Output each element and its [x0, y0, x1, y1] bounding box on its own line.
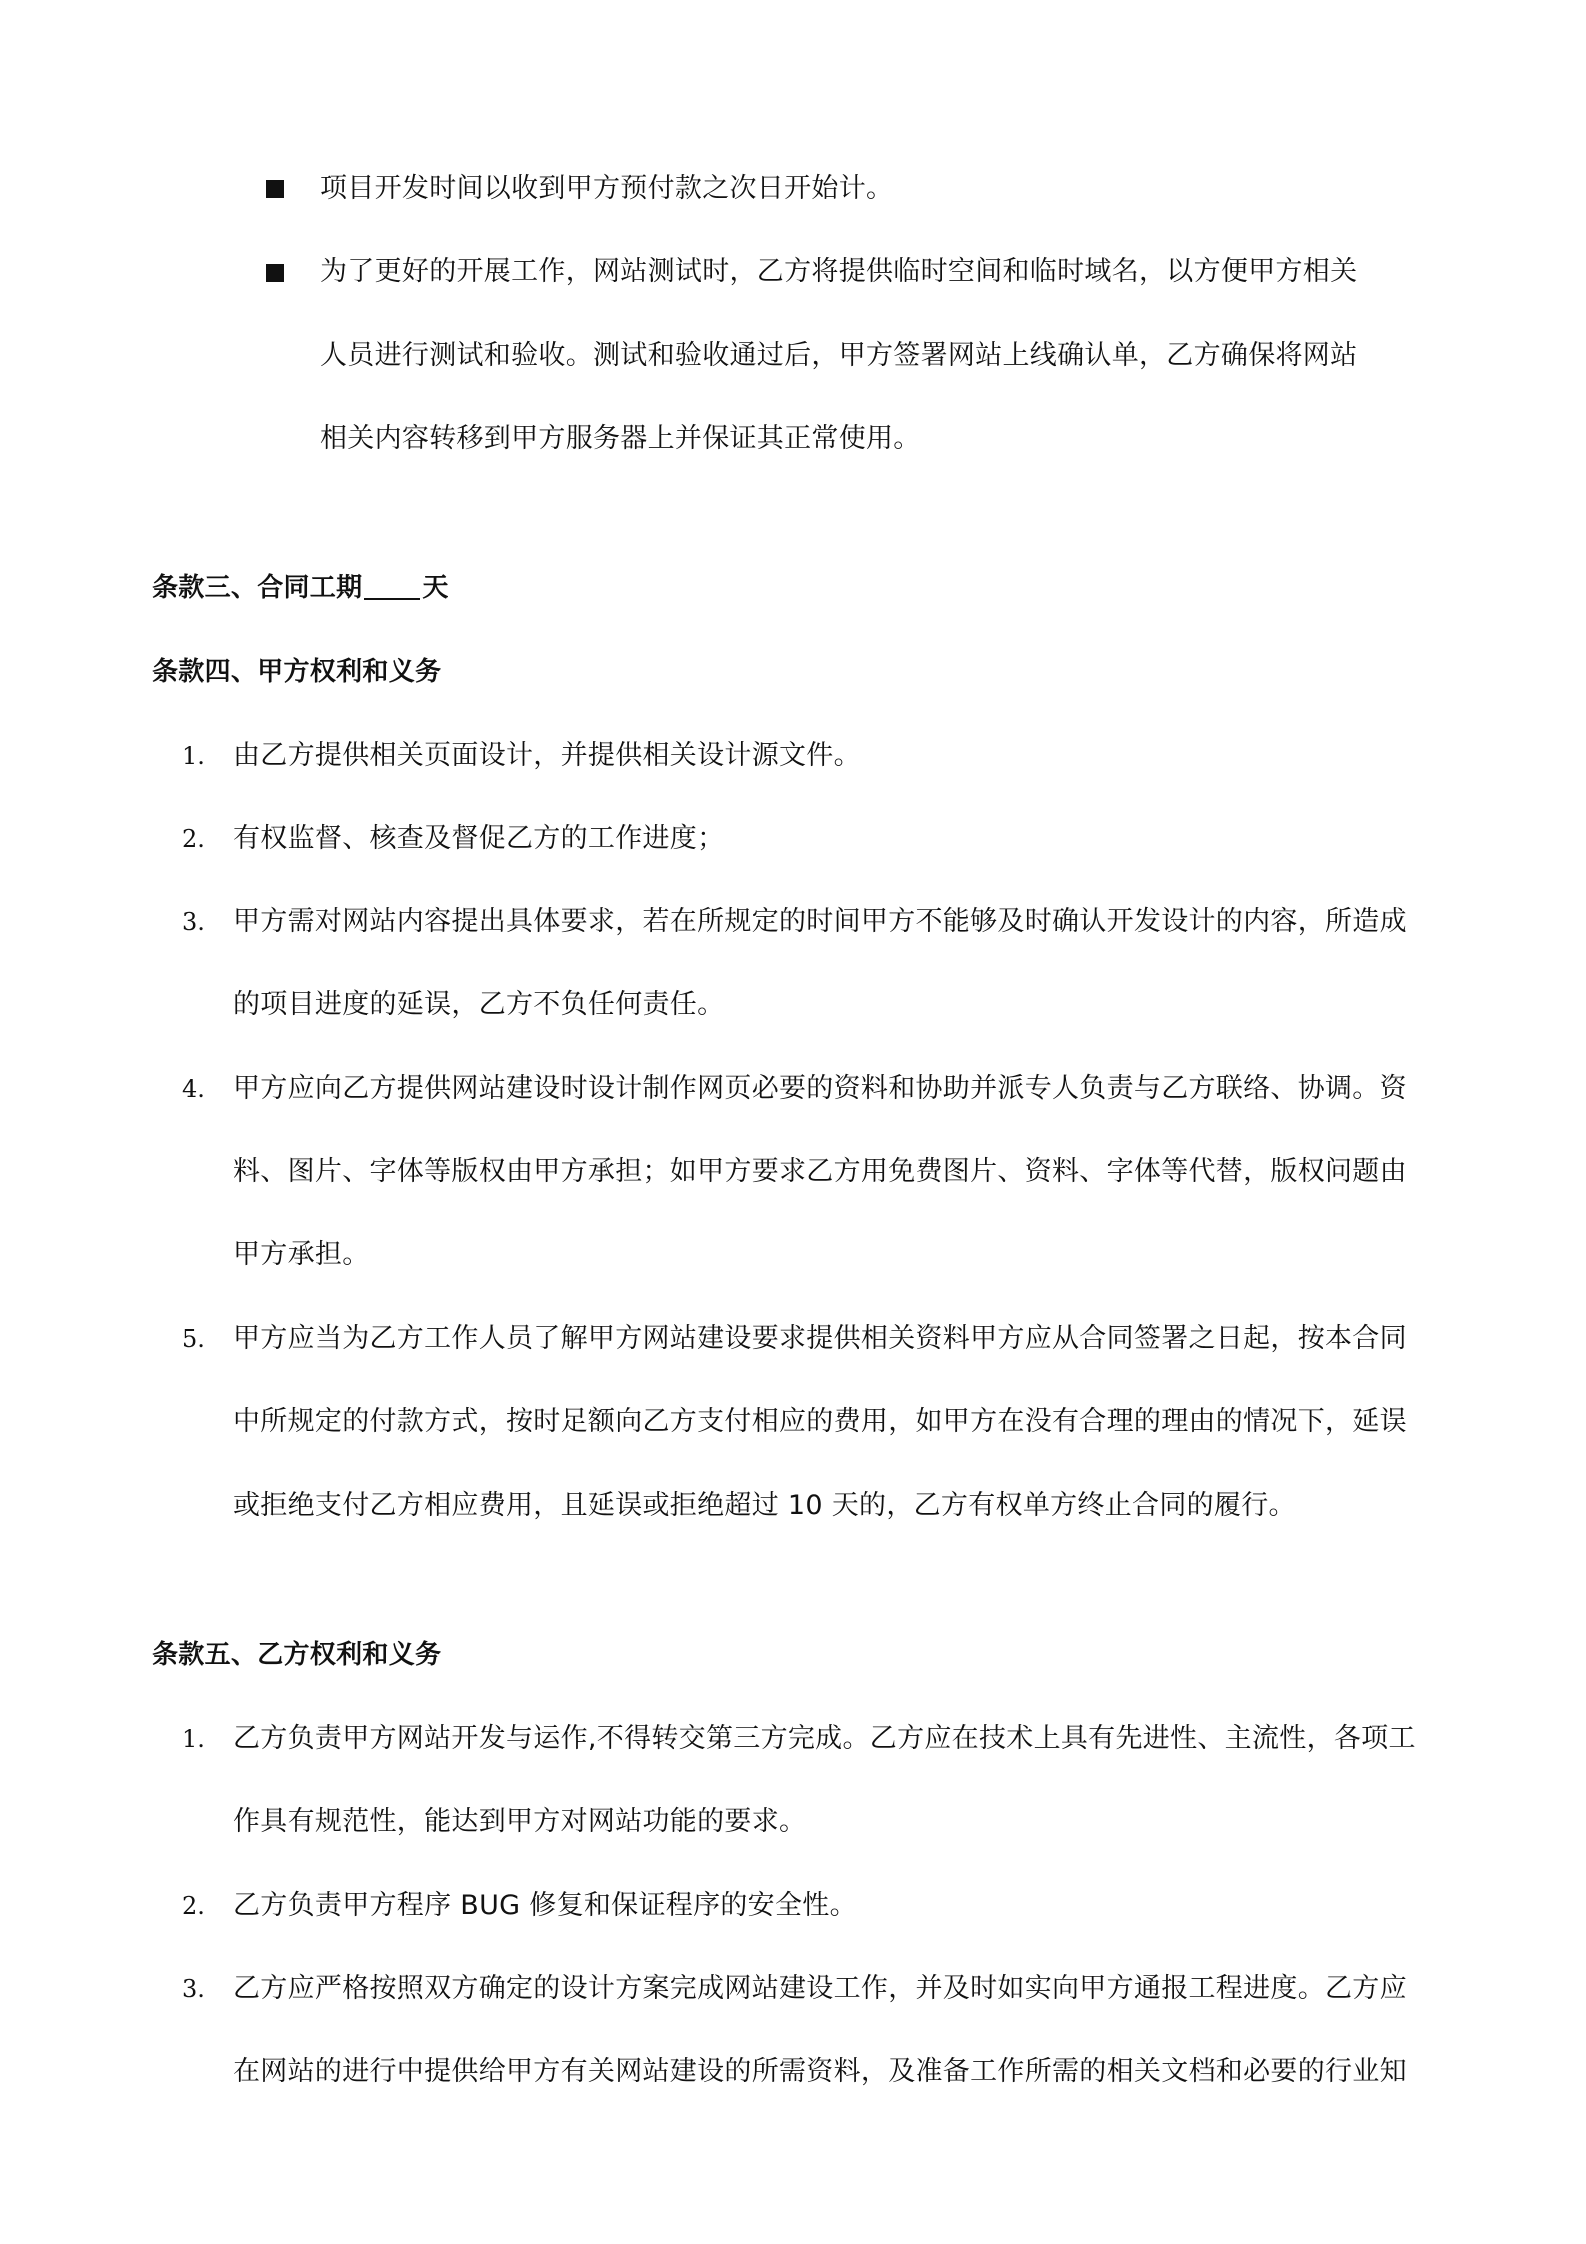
clause-4-item-3-line-1: 甲方需对网站内容提出具体要求，若在所规定的时间甲方不能够及时确认开发设计的内容，所造成 — [233, 906, 1407, 937]
clause-5-item-2-line-1: 乙方负责甲方程序 BUG 修复和保证程序的安全性。 — [233, 1890, 857, 1921]
clause-4-item-5-line-1: 甲方应当为乙方工作人员了解甲方网站建设要求提供相关资料甲方应从合同签署之日起，按本合同 — [233, 1323, 1407, 1354]
clause-4-item-1-line-1: 由乙方提供相关页面设计，并提供相关设计源文件。 — [233, 740, 861, 771]
clause-4-item-4-line-3: 甲方承担。 — [233, 1239, 370, 1270]
clause-5-heading: 条款五、乙方权利和义务 — [152, 1640, 442, 1670]
clause-5-item-3-line-1: 乙方应严格按照双方确定的设计方案完成网站建设工作，并及时如实向甲方通报工程进度。乙方应 — [233, 1973, 1407, 2004]
clause-5-item-1-line-2: 作具有规范性，能达到甲方对网站功能的要求。 — [233, 1806, 807, 1837]
clause-4-item-4-number: 4. — [182, 1075, 205, 1103]
clause-4-item-1-number: 1. — [182, 742, 205, 770]
bullet-2-line-3: 相关内容转移到甲方服务器上并保证其正常使用。 — [320, 423, 921, 454]
clause-5-item-3-number: 3. — [182, 1975, 205, 2003]
bullet-square-icon — [266, 264, 284, 282]
bullet-2-line-1: 为了更好的开展工作，网站测试时，乙方将提供临时空间和临时域名，以方便甲方相关 — [320, 256, 1358, 287]
clause-5-item-3-line-2: 在网站的进行中提供给甲方有关网站建设的所需资料，及准备工作所需的相关文档和必要的行业知 — [233, 2056, 1407, 2087]
clause-5-item-2-number: 2. — [182, 1892, 205, 1920]
bullet-2-line-2: 人员进行测试和验收。测试和验收通过后，甲方签署网站上线确认单，乙方确保将网站 — [320, 340, 1358, 371]
clause-4-item-3-number: 3. — [182, 908, 205, 936]
clause-4-item-2-number: 2. — [182, 825, 205, 853]
duration-blank — [364, 568, 420, 600]
clause-3-suffix: 天 — [422, 573, 449, 603]
clause-4-item-4-line-1: 甲方应向乙方提供网站建设时设计制作网页必要的资料和协助并派专人负责与乙方联络、协调。资 — [233, 1073, 1407, 1104]
bullet-square-icon — [266, 180, 284, 198]
clause-4-item-2-line-1: 有权监督、核查及督促乙方的工作进度； — [233, 823, 725, 854]
bullet-1-line-1: 项目开发时间以收到甲方预付款之次日开始计。 — [320, 173, 894, 204]
clause-4-item-4-line-2: 料、图片、字体等版权由甲方承担；如甲方要求乙方用免费图片、资料、字体等代替，版权问题由 — [233, 1156, 1407, 1187]
clause-4-item-5-line-2: 中所规定的付款方式，按时足额向乙方支付相应的费用，如甲方在没有合理的理由的情况下，延误 — [233, 1406, 1407, 1437]
clause-5-item-1-number: 1. — [182, 1725, 205, 1753]
clause-4-item-5-line-3: 或拒绝支付乙方相应费用，且延误或拒绝超过 10 天的，乙方有权单方终止合同的履行。 — [233, 1490, 1296, 1521]
clause-5-item-1-line-1: 乙方负责甲方网站开发与运作,不得转交第三方完成。乙方应在技术上具有先进性、主流性，各项工 — [233, 1723, 1416, 1754]
clause-4-heading: 条款四、甲方权利和义务 — [152, 657, 442, 687]
clause-3-heading — [152, 568, 449, 608]
clause-4-item-3-line-2: 的项目进度的延误，乙方不负任何责任。 — [233, 989, 725, 1020]
clause-3-prefix: 条款三、合同工期 — [152, 573, 363, 603]
clause-4-item-5-number: 5. — [182, 1325, 205, 1353]
